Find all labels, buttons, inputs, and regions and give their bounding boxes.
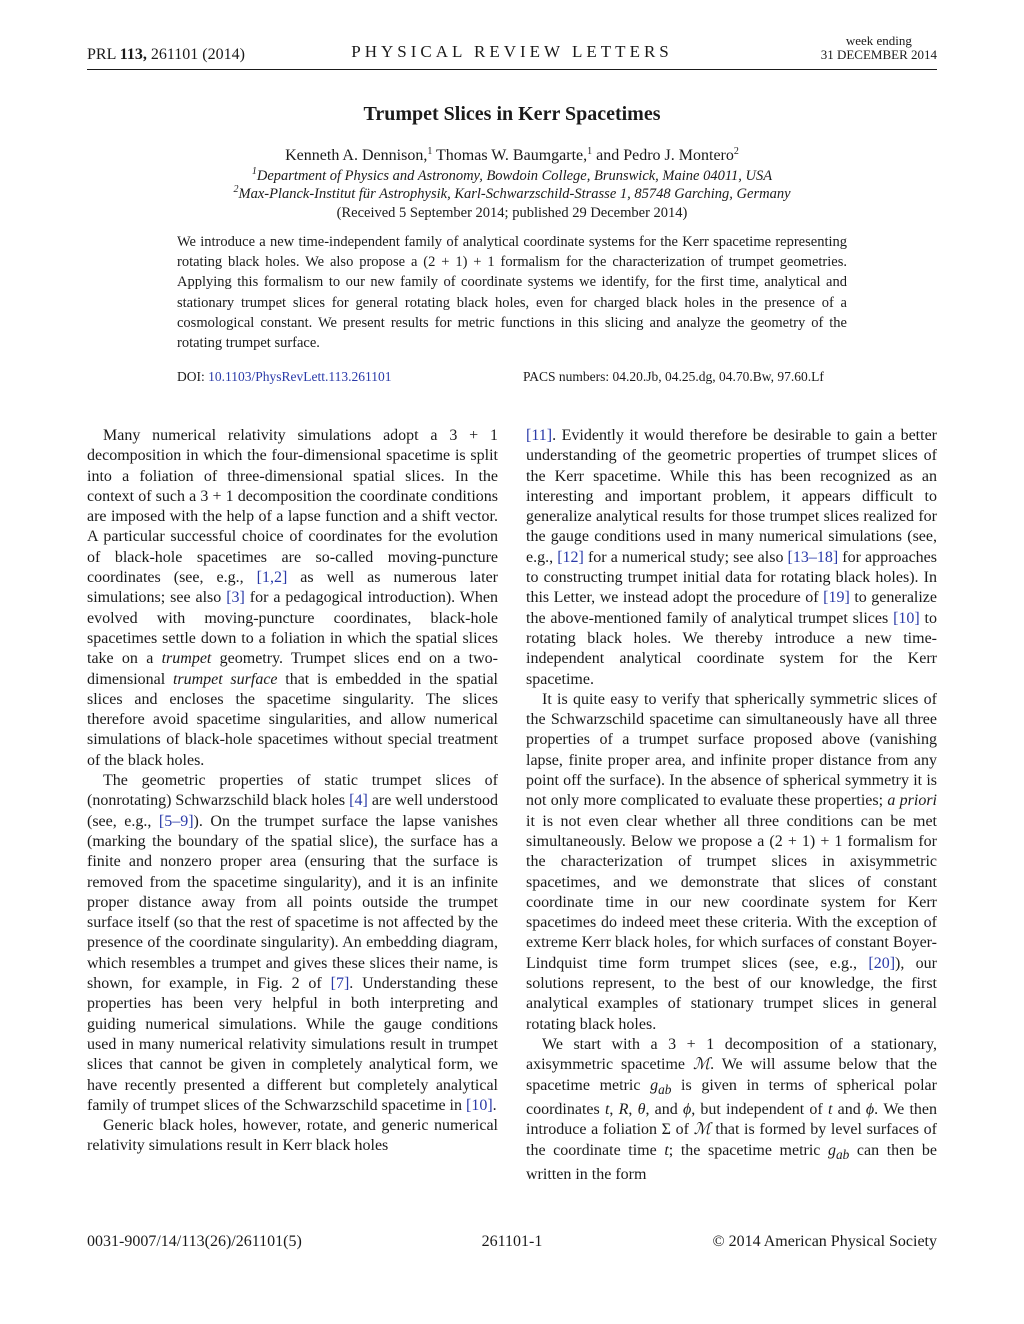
running-header [87,34,937,70]
body-paragraph [87,426,498,771]
citation-link[interactable]: [5–9] [158,812,194,830]
citation-link[interactable]: [20] [868,954,896,972]
math-symbol: ϕ [682,1100,692,1118]
citation-link[interactable]: [4] [349,792,368,810]
body-paragraph: Generic black holes, however, rotate, and generic numerical relativity simulations result in Kerr black holes [87,1117,498,1155]
journal-name: PHYSICAL REVIEW LETTERS [351,42,673,61]
text-run: We start with a 3 + 1 decomposition of a stationary, axisymmetric spacetime [526,1035,937,1074]
body-column-left [87,426,498,1157]
body-column-right [526,426,937,1185]
math-symbol: g [650,1076,659,1094]
author-affiliation-mark: 1 [587,146,593,157]
text-run: that is formed by level surfaces of the coordinate time [526,1121,938,1159]
text-run: for a numerical study; see also [583,548,788,566]
citation-link[interactable]: [12] [557,548,584,566]
math-symbol: ϕ [865,1100,875,1118]
math-symbol: θ [637,1100,646,1118]
body-paragraph [526,690,937,1035]
affiliation [0,186,1024,203]
text-run: , [609,1100,619,1118]
body-paragraph [87,771,498,1116]
emphasis: trumpet surface [172,670,278,688]
author-name: and Pedro J. Montero [596,147,734,164]
body-paragraph [526,1035,937,1185]
copyright [712,1233,937,1251]
received-dates: (Received 5 September 2014; published 29 December 2014) [336,205,688,221]
affiliation-number: 1 [251,166,257,177]
text-run: ), our solutions represent, to the best of our knowledge, the first analytical examples of stationary trumpet slices in general rotating black holes. [526,954,938,1033]
text-run: geometry. Trumpet slices end on a two-dimensional [87,650,499,688]
emphasis: trumpet [161,650,212,668]
paper-title: Trumpet Slices in Kerr Spacetimes [363,103,661,125]
math-symbol: t [664,1141,669,1159]
citation-link[interactable]: [11] [526,427,553,444]
text-run: to rotating black holes. We thereby introduce a new time-independent analytical coordinate system for the Kerr spacetime. [526,609,937,688]
affiliation-text: Max-Planck-Institut für Astrophysik, Karl-Schwarzschild-Strasse 1, 85748 Garching, Germany [238,186,791,202]
text-run: . We then introduce a foliation Σ of [526,1100,938,1139]
text-run: . [492,1096,497,1114]
text-run: , and [645,1100,683,1118]
author-list [0,147,1024,165]
math-subscript: ab [836,1146,850,1162]
journal-abbrev: PRL [87,46,116,63]
doi-link[interactable]: 10.1103/PhysRevLett.113.261101 [208,369,392,384]
article-code: 0031-9007/14/113(26)/261101(5) [87,1233,302,1250]
text-run: It is quite easy to verify that spherically symmetric slices of the Schwarzschild spacetime can simultaneously have all three properties of a trumpet surface proposed above (vanishing lapse, finite proper area, and infinite proper distance from any point off the surface). In the absence of spherical symmetry it is not only more complicated to evaluate these properties; [526,690,937,810]
text-run: as well as numerous later simulations; see also [87,569,498,607]
affiliation-text: Department of Physics and Astronomy, Bowdoin College, Brunswick, Maine 04011, USA [256,168,773,184]
header-rule [87,69,937,70]
text-run: ; the spacetime metric [668,1141,828,1159]
page-footer [87,1233,937,1253]
text-run: that is embedded in the spatial slices and encloses the spacetime singularity. The slices therefore avoid spacetime singularities, and allow numerical simulations of black-hole spacetimes without special treatment of the black holes. [87,670,499,769]
text-run: and [832,1100,866,1118]
author-name: Kenneth A. Dennison, [285,147,428,164]
text-run: . We will assume below that the spacetime metric [526,1056,937,1094]
math-symbol: ℳ [693,1121,711,1139]
text-run: for a pedagogical introduction). When evolved with moving-puncture coordinates, black-hole spacetimes settle down to a foliation in which the spatial slices take on a [87,589,498,668]
pacs-numbers: PACS numbers: 04.20.Jb, 04.25.dg, 04.70.Bw, 97.60.Lf [523,369,824,384]
citation-link[interactable]: [10] [466,1096,493,1114]
text-run: , but independent of [691,1100,828,1118]
math-symbol: g [828,1141,836,1159]
text-run: it is not even clear whether all three conditions can be met simultaneously. Below we propose a (2 + 1) + 1 formalism for the characterization of trumpet slices in axisymmetric spacetimes, and we demonstrate that slices of constant coordinate time in our new coordinate system for Kerr spacetimes do indeed meet these criteria. With the exception of extreme Kerr black holes, for which surfaces of constant Boyer-Lindquist time form trumpet slices (see, e.g., [526,812,937,972]
affiliation-number: 2 [233,184,239,195]
author-affiliation-mark: 2 [733,146,739,157]
author-affiliation-mark: 1 [427,146,433,157]
body-paragraph [526,426,937,690]
affiliation [0,168,1024,185]
text-run: ). On the trumpet surface the lapse vanishes (marking the boundary of the spatial slice), the surface has a finite and nonzero proper area (ensuring that the surface is removed from the spacetime singularity), and it is an infinite proper distance away from all points outside the trumpet surface itself (so that the rest of spacetime is not affected by the presence of the coordinate singularity). An embedding diagram, which resembles a trumpet and gives these slices their name, is shown, for example, in Fig. 2 of [87,812,499,993]
week-ending [821,34,937,62]
citation-link[interactable]: [7] [330,975,350,993]
text-run: . Evidently it would therefore be desirable to gain a better understanding of the geometric properties of trumpet slices of the Kerr spacetime. While this has been recognized as an interesting and important problem, it appears difficult to generalize analytical results for those trumpet slices realized for the gauge conditions used in many numerical simulations (see, e.g., [526,427,937,566]
text-run: are well understood (see, e.g., [87,792,498,830]
text-run: Many numerical relativity simulations adopt a 3 + 1 decomposition in which the four-dimensional spacetime is split into a foliation of three-dimensional spatial slices. In the context of such a 3 + 1 decomposition the coordinate conditions are imposed with the help of a lapse function and a shift vector. A particular successful choice of coordinates for the evolution of black-hole spacetimes are so-called moving-puncture coordinates (see, e.g., [87,427,498,587]
article-id-year: 261101 (2014) [150,46,245,63]
citation-link[interactable]: [13–18] [787,548,839,566]
emphasis: a priori [887,792,937,810]
text-run: to generalize the above-mentioned family of analytical trumpet slices [526,589,938,627]
text-run: , [628,1100,638,1118]
week-ending-label: week ending [845,33,912,48]
journal-volume: 113, [119,46,147,63]
math-symbol: ℳ [692,1056,711,1074]
copyright-icon: © [712,1233,725,1250]
text-run: . Understanding these properties has been very helpful in both interpreting and guiding numerical simulations. While the gauge conditions used in many numerical relativity simulations result in trumpet slices that cannot be given in completely analytical form, we have recently presented a different but completely analytical family of trumpet slices of the Schwarzschild spacetime in [87,975,499,1114]
doi [177,369,392,385]
citation-link[interactable]: [1,2] [256,569,288,587]
copyright-text: 2014 American Physical Society [728,1233,937,1250]
math-symbol: R [618,1100,629,1118]
text-run: for approaches to constructing trumpet initial data for rotating black holes). In this Letter, we instead adopt the procedure of [526,548,938,607]
author-name: Thomas W. Baumgarte, [436,147,588,164]
citation-link[interactable]: [19] [823,589,850,607]
week-ending-date: 31 DECEMBER 2014 [820,47,937,62]
text-run: The geometric properties of static trumpet slices of (nonrotating) Schwarzschild black holes [87,772,498,810]
citation-link[interactable]: [10] [893,609,920,627]
abstract: We introduce a new time-independent family of analytical coordinate systems for the Kerr spacetime representing rotating black holes. We also propose a (2 + 1) + 1 formalism for the characterization of trumpet geometries. Applying this formalism to our new family of coordinate systems we identify, for the first time, analytical and stationary trumpet slices for general rotating black holes, even for charged black holes in the presence of a cosmological constant. We present results for metric functions in this slicing and analyze the geometry of the rotating trumpet surface. [177,234,847,352]
page-number: 261101-1 [481,1233,543,1250]
text-run: can then be written in the form [526,1141,937,1184]
math-symbol: t [604,1100,610,1118]
math-subscript: ab [658,1081,672,1097]
doi-label: DOI: [177,369,205,384]
text-run: is given in terms of spherical polar coordinates [526,1076,937,1118]
citation-link[interactable]: [3] [226,589,245,607]
math-symbol: t [827,1100,833,1118]
